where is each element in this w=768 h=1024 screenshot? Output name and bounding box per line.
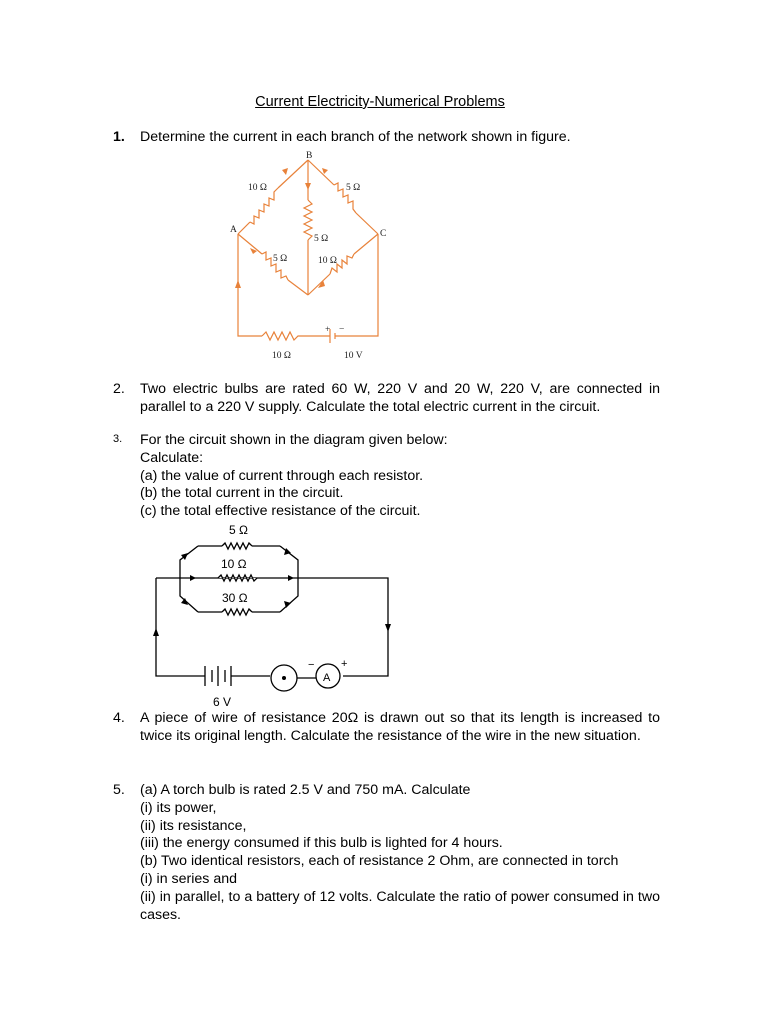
node-a-label: A [230, 225, 237, 235]
battery-plus: + [325, 325, 331, 335]
r-dc-label: 10 Ω [318, 256, 337, 266]
question-5-line: (a) A torch bulb is rated 2.5 V and 750 mA. Calculate [140, 782, 471, 798]
resistor-ab [250, 188, 278, 224]
resistor-bd [304, 200, 312, 240]
question-1-number: 1. [113, 129, 125, 145]
question-4-number: 4. [113, 710, 125, 726]
resistor-5 [222, 543, 252, 549]
arrow-bc [322, 168, 328, 174]
question-1-line: Determine the current in each branch of the network shown in figure. [140, 129, 571, 145]
wire-right [335, 234, 378, 336]
figure-2-parallel-circuit [150, 520, 395, 710]
series-resistor [262, 332, 306, 340]
ammeter-label: A [323, 672, 331, 684]
arrow-bd-down [305, 183, 311, 190]
question-5-line: (ii) in parallel, to a battery of 12 volts. Calculate the ratio of power consumed in two cases. [140, 888, 660, 923]
question-5-line: (iii) the energy consumed if this bulb is lighted for 4 hours. [140, 835, 503, 852]
question-4-text: A piece of wire of resistance 20Ω is drawn out so that its length is increased to twice its original length. Calculate the resistance of the wire in the new situation. [140, 710, 660, 744]
question-5-line: (i) its power, [140, 799, 217, 816]
figure-1-bridge-circuit [226, 150, 396, 365]
r-ad-label: 5 Ω [273, 254, 288, 264]
r3-label: 30 Ω [222, 591, 248, 605]
question-3-line: Calculate: [140, 449, 204, 466]
r-bd-label: 5 Ω [314, 234, 329, 244]
question-3-number: 3. [113, 433, 123, 445]
question-5-line: (i) in series and [140, 870, 237, 887]
arrow-right-down [385, 624, 391, 632]
question-1-text [140, 129, 660, 147]
question-2-text: Two electric bulbs are rated 60 W, 220 V and 20 W, 220 V, are connected in parallel to a 220 V supply. Calculate the total electric current in the circuit. [140, 381, 660, 415]
question-5-line: (ii) its resistance, [140, 817, 247, 834]
r-series-label: 10 Ω [272, 351, 291, 361]
key-dot [282, 676, 286, 680]
battery-label: 6 V [213, 695, 232, 709]
page-title: Current Electricity-Numerical Problems [255, 94, 505, 110]
arrow-in-mid [190, 575, 196, 581]
question-5-line: (b) Two identical resistors, each of resistance 2 Ohm, are connected in torch [140, 853, 619, 870]
arrow-left-up [235, 280, 241, 288]
node-b-label: B [306, 151, 313, 161]
resistor-10 [218, 575, 257, 581]
arrow-out-mid [288, 575, 294, 581]
r-bc-label: 5 Ω [346, 183, 361, 193]
arrow-ab [282, 168, 288, 175]
r2-label: 10 Ω [221, 557, 247, 571]
resistor-30 [222, 609, 252, 615]
node-c-label: C [380, 229, 387, 239]
wire-left [238, 234, 262, 336]
question-3-line: (b) the total current in the circuit. [140, 485, 344, 502]
question-2-number: 2. [113, 381, 125, 397]
question-5-text [140, 782, 660, 924]
r-ab-label: 10 Ω [248, 183, 267, 193]
question-5-number: 5. [113, 782, 125, 798]
question-3-text [140, 432, 660, 521]
battery-minus: − [339, 325, 345, 335]
arrow-left-up [153, 628, 159, 636]
ammeter-plus: + [341, 658, 348, 670]
ammeter-minus: − [308, 659, 315, 671]
r1-label: 5 Ω [229, 523, 248, 537]
question-3-line: For the circuit shown in the diagram given below: [140, 432, 448, 448]
question-3-line: (c) the total effective resistance of the circuit. [140, 503, 421, 520]
battery-label: 10 V [344, 351, 363, 361]
question-3-line: (a) the value of current through each resistor. [140, 467, 424, 484]
